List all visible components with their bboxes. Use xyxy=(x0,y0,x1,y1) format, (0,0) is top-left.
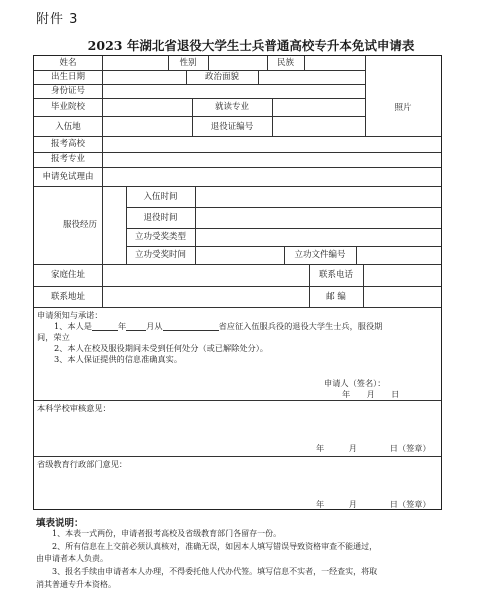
ethnicity-label: 民族 xyxy=(276,58,294,68)
pledge-heading: 申请须知与承诺： xyxy=(37,310,103,320)
name-label: 姓名 xyxy=(59,58,77,68)
phone-label: 联系电话 xyxy=(318,270,353,280)
current-major-label: 就读专业 xyxy=(214,102,249,112)
pledge-item-3: 3、本人保证提供的信息准确真实。 xyxy=(54,354,183,364)
service-history-label: 服役经历 xyxy=(62,220,97,230)
form-title: 2023 年湖北省退役大学生士兵普通高校专升本免试申请表 xyxy=(87,38,415,53)
political-status-label: 政治面貌 xyxy=(204,72,239,82)
provincial-review-title: 省级教育行政部门意见： xyxy=(37,459,128,469)
gender-label: 性别 xyxy=(179,58,197,68)
photo-placeholder[interactable]: 照片 xyxy=(394,103,412,113)
instruction-line-1: 1、本表一式两份，申请者报考高校及省级教育部门各留存一份。 xyxy=(52,529,282,538)
apply-school-label: 报考高校 xyxy=(50,139,85,149)
provincial-review-date: 年 月 日（签章） xyxy=(316,499,431,509)
applicant-signature: 申请人（签名）： xyxy=(324,378,386,388)
merit-type-label: 立功受奖类型 xyxy=(134,232,186,242)
reason-label: 申请免试理由 xyxy=(42,172,94,182)
application-form-table xyxy=(33,55,442,510)
pledge-item-2: 2、本人在校及服役期间未受到任何处分（或已解除处分）。 xyxy=(54,343,268,353)
school-review-date: 年 月 日（签章） xyxy=(316,443,431,453)
instruction-line-2: 2、所有信息在上交前必须认真核对，准确无误，如因本人填写错误导致资格审查不能通过， xyxy=(52,542,378,551)
merit-time-label: 立功受奖时间 xyxy=(134,250,186,260)
pledge-item-1: 1、本人是 年 月从 省应征入伍服兵役的退役大学生士兵，服役期 xyxy=(54,321,383,331)
postcode-label: 邮 编 xyxy=(326,292,346,302)
retire-cert-label: 退役证编号 xyxy=(210,122,254,132)
enlist-place-label: 入伍地 xyxy=(55,122,81,132)
retire-time-label: 退役时间 xyxy=(143,213,178,223)
graduate-school-label: 毕业院校 xyxy=(50,102,85,112)
merit-doc-label: 立功文件编号 xyxy=(294,250,346,260)
contact-address-label: 联系地址 xyxy=(50,292,85,302)
applicant-date: 年 月 日 xyxy=(342,389,400,399)
school-review-title: 本科学校审核意见： xyxy=(37,403,111,413)
enlist-time-label: 入伍时间 xyxy=(143,192,178,202)
birth-date-label: 出生日期 xyxy=(50,72,85,82)
apply-major-label: 报考专业 xyxy=(50,154,85,164)
pledge-item-1-cont: 间，荣立 xyxy=(37,332,70,342)
instruction-line-3: 3、报名手续由申请者本人办理，不得委托他人代办代签。填写信息不实者，一经查实，将取 xyxy=(52,567,378,576)
instructions-title: 填表说明： xyxy=(36,518,84,529)
id-number-label: 身份证号 xyxy=(50,86,85,96)
home-address-label: 家庭住址 xyxy=(50,270,85,280)
instruction-line-3-cont: 消其普通专升本资格。 xyxy=(36,580,116,589)
attachment-label: 附件 3 xyxy=(36,12,79,27)
instruction-line-2-cont: 由申请者本人负责。 xyxy=(36,554,108,563)
